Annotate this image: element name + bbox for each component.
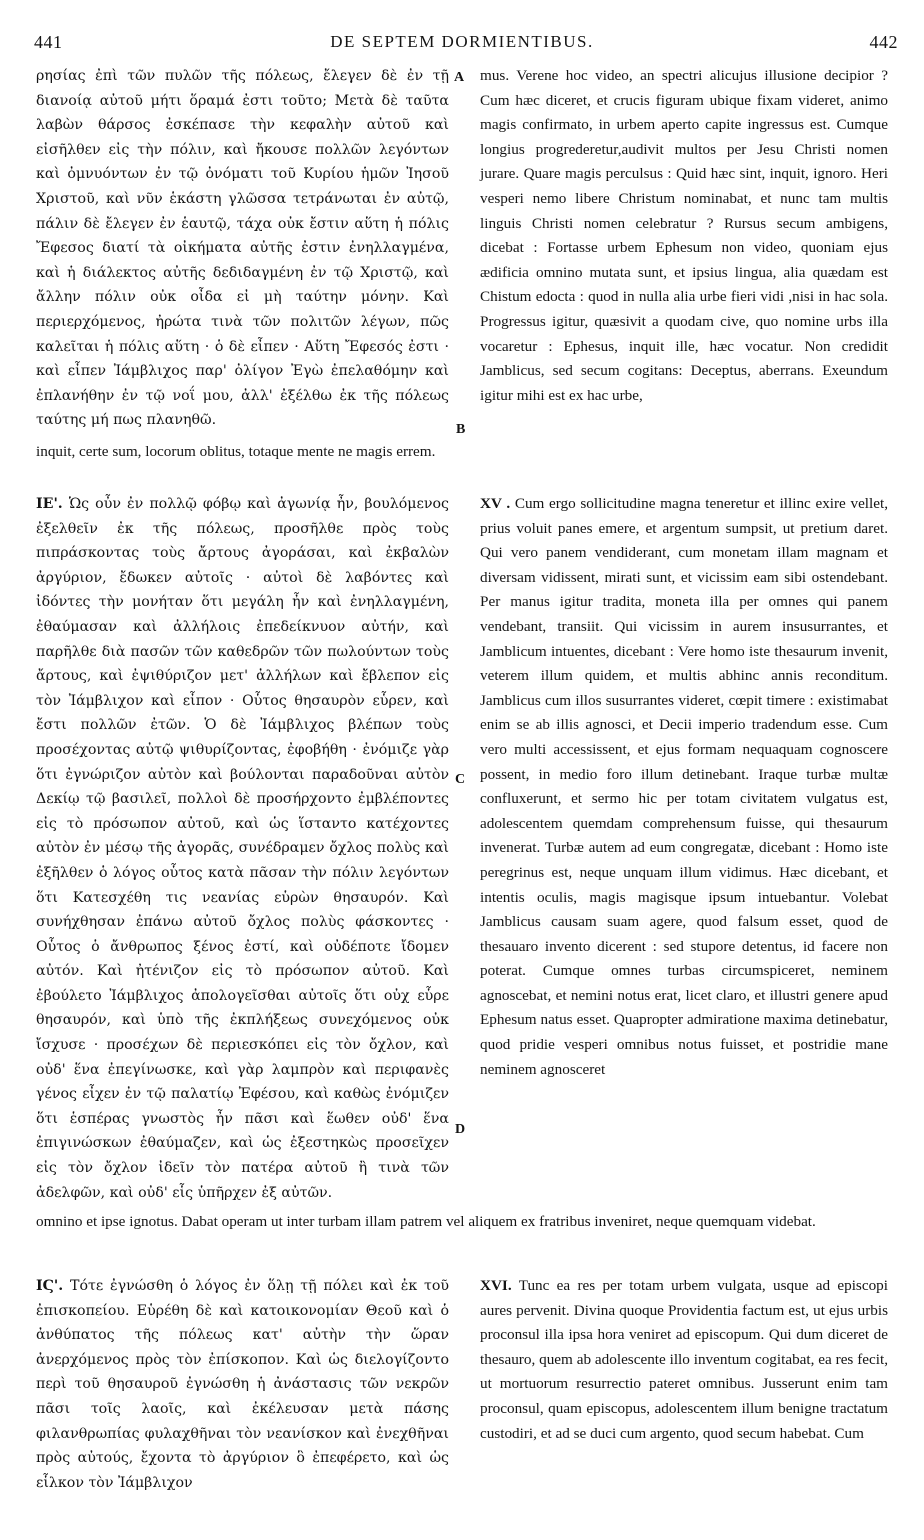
latin-continuation-block-1 bbox=[36, 440, 448, 465]
margin-letter-a: A bbox=[454, 70, 465, 85]
right-page-number: 442 bbox=[869, 32, 898, 52]
margin-letter-c: C bbox=[455, 772, 466, 787]
margin-letter-b: B bbox=[456, 422, 466, 437]
latin-section-number: XV . bbox=[480, 495, 511, 512]
left-page-number: 441 bbox=[34, 32, 63, 52]
latin-section-xv bbox=[480, 492, 888, 1082]
greek-paragraph: ρησίας ἐπὶ τῶν πυλῶν τῆς πόλεως, ἔλεγεν δὲ ἐν τῇ διανοίᾳ αὐτοῦ μήτι ὅραμά ἐστι τοῦτο; Μετὰ δὲ ταῦτα λαβὼν θάρσος ἐσκέπασε τὴν κεφαλὴν αὐτοῦ καὶ εἰσῆλθεν εἰς τὴν πόλιν, καὶ ἤκουσε πολλῶν λεγόντων καὶ ὀμνυόντων ἐν τῷ ὀνόματι τοῦ Κυρίου ἡμῶν Ἰησοῦ Χριστοῦ, καὶ νῦν ἑκάστη γλῶσσα τετράνωται ἐν αὐτῷ, πάλιν δὲ ἔλεγεν ἐν ἑαυτῷ, τάχα οὐκ ἔστιν αὕτη ἡ πόλις Ἔφεσος διατί τὰ οἰκήματα αὐτῆς ἐστιν ἐνηλλαγμένα, καὶ ἡ διάλεκτος αὐτῆς δεδιδαγμένη ἐν τῷ Χριστῷ, καὶ ἄλλην πόλιν οὐκ οἶδα εἰ μὴ ταύτην μόνην. Καὶ περιερχόμενος, ἠρώτα τινὰ τῶν πολιτῶν λέγων, πῶς καλεῖται ἡ πόλις αὕτη · ὁ δὲ εἶπεν · Αὕτη Ἔφεσός ἐστι · καὶ εἶπεν Ἰάμβλιχος παρ' ὀλίγον Ἐγὼ ἐπελαθόμην καὶ ἐπλανήθην ἐν τῷ νοΐ μου, ἀλλ' ἐξέλθω ἐκ τῆς πόλεως ταύτης μή πως πλανηθῶ. bbox=[36, 68, 449, 429]
latin-paragraph: mus. Verene hoc video, an spectri alicujus illusione decipior ? Cum hæc diceret, et crucis figuram ubique fixam videret, animo magis confirmato, in urbem aperto capite ingressus est. Cumque longius progrederetur,audivit multos per Jesu Christi nomen jurare. Quare magis perculsus : Quid hæc sint, inquit, ignoro. Heri vesperi nemo libere Christum nominabat, et nunc tam multis linguis Christi nomen celebratur ? Rursus secum ambigens, dicebat : Fortasse urbem Ephesum non video, quoniam ejus ædificia omnino mutata sunt, et ipsius lingua, alia quædam est Chistum edocta : quod in nulla alia urbe fieri vidi ,nisi in hac sola. Progressus igitur, quæsivit a quodam cive, quo nomine urbs illa vocaretur : Ephesus, inquit ille, hæc vocatur. Non credidit Jamblicus, sed secum cogitans: Deceptus, aberrans. Exeundum igitur mihi est ex hac urbe, bbox=[480, 67, 888, 404]
greek-column-block-3 bbox=[36, 1274, 449, 1495]
margin-letter-d: D bbox=[455, 1122, 466, 1137]
greek-column-block-1 bbox=[36, 64, 449, 433]
latin-column-block-3 bbox=[480, 1274, 888, 1446]
latin-section-xvi bbox=[480, 1274, 888, 1446]
latin-section-text: Tunc ea res per totam urbem vulgata, usque ad episcopi aures pervenit. Divina quoque Providentia factum est, ut ejus urbis proconsul illa ipsa hora veniret ad episcopum. Qui dum diceret de thesauro, quem ab adolescente illo inventum cogitabat, ea res fecit, ut mortuorum resurrectio pateret omnibus. Jusserunt enim tam proconsul, quam episcopus, adolescentem illum benigne tractatum custodiri, et ad se duci cum argento, quod secum habebat. Cum bbox=[480, 1277, 888, 1442]
greek-section-number: ΙΕ'. bbox=[36, 496, 63, 512]
latin-column-block-1 bbox=[480, 64, 888, 408]
greek-section-text: Τότε ἐγνώσθη ὁ λόγος ἐν ὅλῃ τῇ πόλει καὶ ἐκ τοῦ ἐπισκοπείου. Εὑρέθη δὲ καὶ κατοικονομίαν Θεοῦ καὶ ὁ ἀνθύπατος τῆς πόλεως κατ' αὐτὴν τὴν ὥραν ἀνερχόμενος πρὸς τὸν ἐπίσκοπον. Καὶ ὡς διελογίζοντο περὶ τοῦ θησαυροῦ ἐγνώσθη ἡ ἀνάστασις τῶν νεκρῶν πᾶσι τοῖς λαοῖς, καὶ ἐκέλευσαν μετὰ πάσης φιλανθρωπίας φυλαχθῆναι τὸν νεανίσκον καὶ ἐνεχθῆναι πρὸς αὐτούς, ἔχοντα τὸ ἀργύριον ὃ ἐπεφέρετο, καὶ ὡς εἷλκον τὸν Ἰάμβλιχον bbox=[36, 1278, 449, 1491]
latin-continuation-block-2 bbox=[36, 1210, 888, 1235]
greek-section-number: ΙϚ'. bbox=[36, 1278, 64, 1294]
running-title: DE SEPTEM DORMIENTIBUS. bbox=[330, 32, 594, 51]
latin-section-text: Cum ergo sollicitudine magna teneretur et illinc exire vellet, prius voluit panes emere, et argentum sumpsit, ut pretium daret. Qui vero panem vendiderant, cum monetam illam magnam et diversam vidissent, mirati sunt, et vicissim eam sibi ostendebant. Per manus igitur tradita, moneta illa per omnes qui panem vendebant, transiit. Qui vicissim in aurem insusurrantes, et Jamblicum intuentes, dicebant : Vere homo iste thesaurum invenit, veterem illum quidem, et multis abhinc annis reconditum. Jamblicus cum illos susurrantes videret, cœpit timere : existimabat enim se ab illis agnosci, et Decii imperio tradendum esse. Cum vero multi accessissent, et ejus formam nequaquam cognoscere possent, in medio foro illum detinebant. Iraque turbæ multæ confluxerunt, et sermo hic per totam civitatem vulgatus est, adolescentem quemdam comprehensum fuisse, qui thesaurum invenerat. Turbæ autem ad eum congregatæ, dicebant : Homo iste peregrinus est, neque unquam illum vidimus. Hæc dicebant, et intentis oculis, magis magisque ipsum intuebantur. Volebat Jamblicus causam suam agere, quod falsum esset, quod de thesauaro invento dicerent : sed stupore detentus, id facere non poterat. Cumque omnes turbas circumspiceret, neminem agnoscebat, et nemini notus erat, licet claro, et illustri genere apud Ephesum natus esset. Quapropter admiratione maxima detinebatur, quod pridie vesperi omnibus notus fuisset, et postridie mane neminem agnosceret bbox=[480, 495, 889, 1078]
latin-column-block-2 bbox=[480, 492, 888, 1082]
greek-section-text: Ὡς οὖν ἐν πολλῷ φόβῳ καὶ ἀγωνίᾳ ἦν, βουλόμενος ἐξελθεῖν ἐκ τῆς πόλεως, προσῆλθε πρὸς τοὺς πιπράσκοντας τοὺς ἄρτους ἀγοράσαι, καὶ ἐκβαλὼν ἀργύριον, ἔδωκεν αὐτοῖς · αὐτοὶ δὲ λαβόντες καὶ ἰδόντες τὴν μονήταν ὅτι μεγάλη ἦν καὶ ἐνηλλαγμένη, ἐθαύμασαν καὶ ἀλλήλοις ἐπεδείκνυον αὐτήν, καὶ παρῆλθε διὰ πασῶν τῶν καθεδρῶν τῶν πωλούντων τοὺς ἄρτους, καὶ ἐψιθύριζον μετ' ἀλλήλων καὶ ἔβλεπον εἰς τὸν Ἰάμβλιχον καὶ εἶπον · Οὗτος θησαυρὸν εὗρεν, καὶ ἔστι πολλῶν ἐτῶν. Ὁ δὲ Ἰάμβλιχος βλέπων τοὺς προσέχοντας αὐτῷ ψιθυρίζοντας, ἐφοβήθη · ἐνόμιζε γὰρ ὅτι ἐγνώριζον αὐτὸν καὶ βούλονται παραδοῦναι αὐτὸν Δεκίῳ τῷ βασιλεῖ, πολλοὶ δὲ προσήρχοντο ἐμβλέποντες εἰς τὸ πρόσωπον αὐτοῦ, καὶ ὡς ἵσταντο κατέχοντες αὐτὸν ἐν μέσῳ τῆς ἀγορᾶς, συνέδραμεν ὄχλος πολὺς καὶ ἐξῆλθεν ὁ λόγος οὗτος κατὰ πᾶσαν τὴν πόλιν λεγόντων ὅτι Κατεσχέθη τις νεανίας εὑρὼν θησαυρόν. Καὶ συνήχθησαν ἐπάνω αὐτοῦ ὄχλος πολὺς φάσκοντες · Οὗτος ὁ ἄνθρωπος ξένος ἐστί, καὶ οὐδέποτε ἴδομεν αὐτόν. Καὶ ἠτένιζον εἰς τὸ πρόσωπον αὐτοῦ. Καὶ ἐβούλετο Ἰάμβλιχος ἀπολογεῖσθαι αὐτοῖς ὅτι οὐχ εὗρε θησαυρόν, καὶ ὑπὸ τῆς ἐκπλήξεως συνεχόμενος οὐκ ἴσχυσε · προσέχων δὲ περιεσκόπει εἰς τὸν ὄχλον, καὶ οὐδ' ἕνα ἐπεγίνωσκε, καὶ γὰρ λαμπρὸν καὶ περιφανὲς γένος εἶχεν ἐν τῷ παλατίῳ Ἐφέσου, καὶ καθὼς ἐνόμιζεν ὅτι ἑσπέρας γνωστὸς ἦν πᾶσι καὶ ἕωθεν οὐδ' ἕνα ἐπιγινώσκων ἐθαύμαζεν, καὶ ὡς ἐξεστηκὼς προσεῖχεν εἰς τὸν ὄχλον ἰδεῖν τὸν πατέρα αὐτοῦ ἢ τινὰ τῶν ἀδελφῶν, καὶ οὐδ' εἷς ὑπῆρχεν ἐξ αὐτῶν. bbox=[36, 496, 449, 1201]
latin-section-number: XVI. bbox=[480, 1277, 512, 1294]
greek-section-xvi bbox=[36, 1274, 449, 1495]
greek-column-block-2 bbox=[36, 492, 449, 1205]
greek-section-xv bbox=[36, 492, 449, 1205]
latin-continuation-paragraph: omnino et ipse ignotus. Dabat operam ut inter turbam illam patrem vel aliquem ex fratribus inveniret, neque quemquam videbat. bbox=[36, 1213, 816, 1230]
latin-continuation-paragraph: inquit, certe sum, locorum oblitus, totaque mente ne magis errem. bbox=[36, 443, 436, 460]
